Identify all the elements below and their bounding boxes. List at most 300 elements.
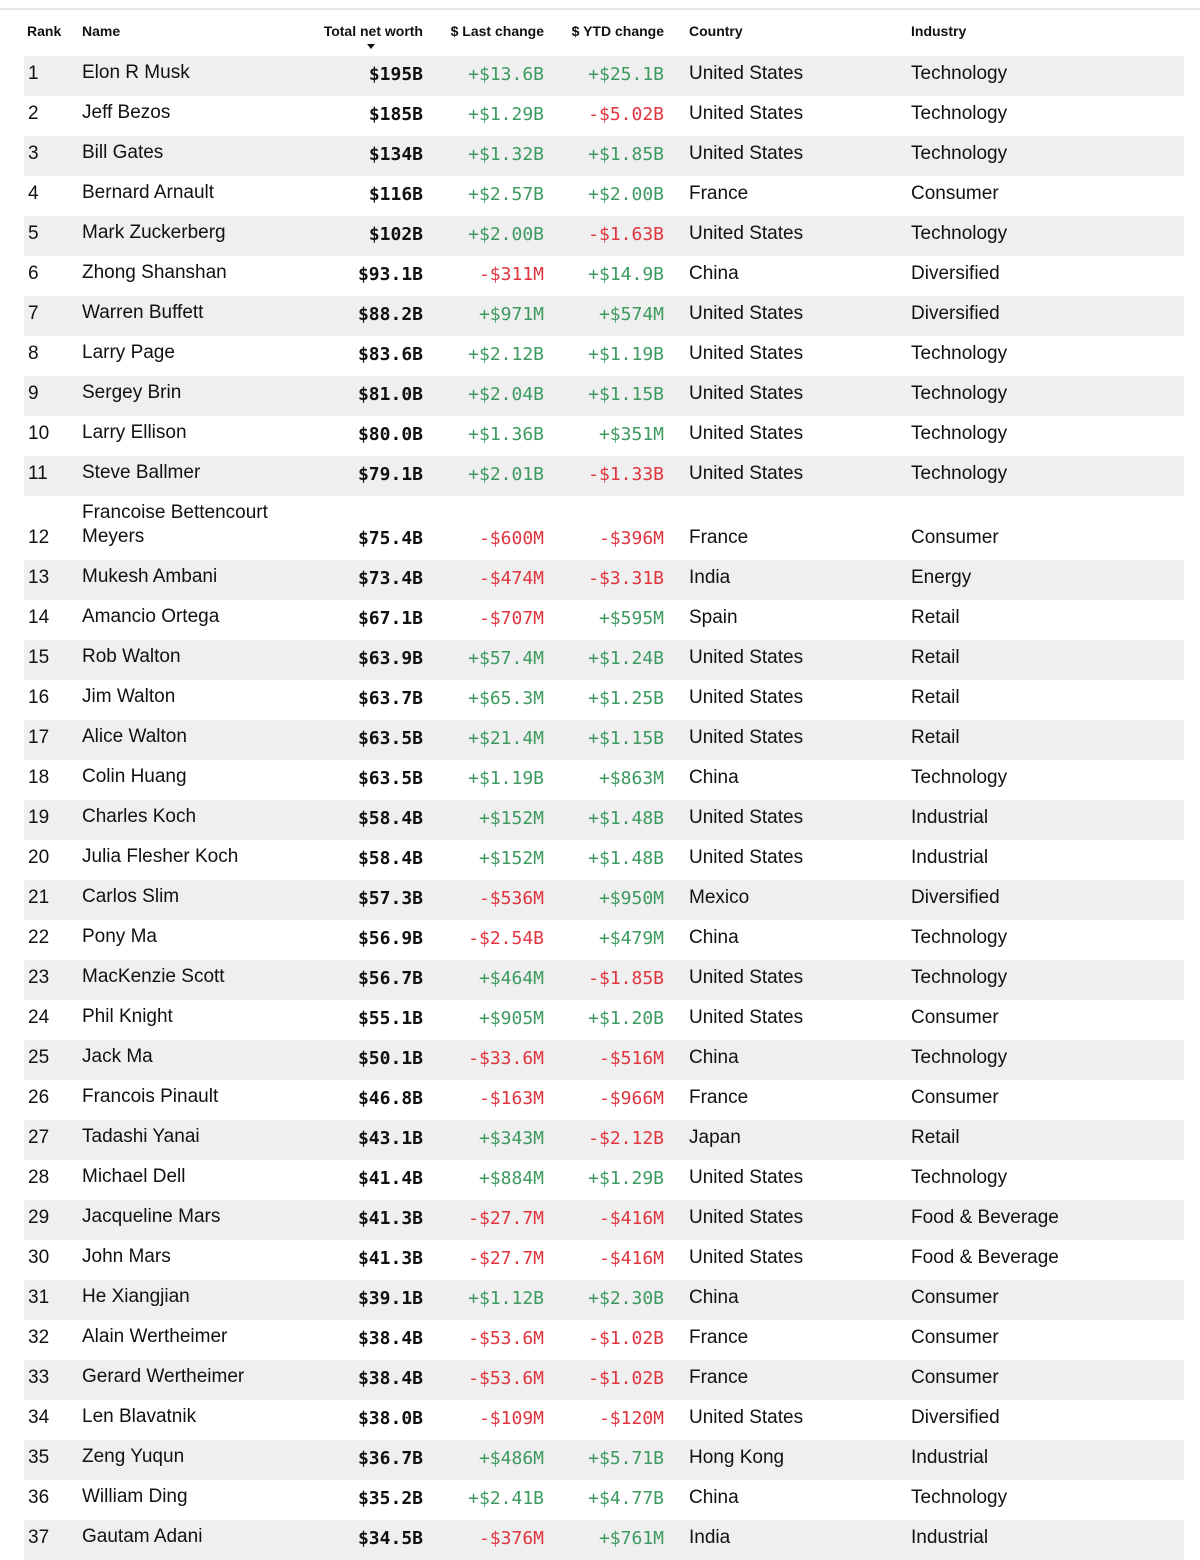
net-worth-cell: $57.3B [357,888,423,909]
ytd-change-cell: +$1.48B [588,808,664,829]
rank-cell: 11 [28,463,48,484]
table-row[interactable] [24,720,1184,760]
name-cell[interactable]: Sergey Brin [82,382,182,403]
net-worth-cell: $58.4B [357,808,423,829]
column-header-total-net-worth[interactable]: Total net worth [323,23,423,39]
net-worth-cell: $67.1B [357,608,423,629]
country-cell: United States [689,687,804,708]
rank-cell: 9 [28,383,39,404]
country-cell: United States [689,1167,804,1188]
country-cell: United States [689,463,804,484]
name-cell[interactable]: Phil Knight [82,1006,173,1027]
table-row[interactable] [24,176,1184,216]
table-row[interactable] [24,1360,1184,1400]
country-cell: France [689,1087,749,1108]
ytd-change-cell: +$761M [598,1528,664,1549]
table-row[interactable] [24,1160,1184,1200]
industry-cell: Technology [911,927,1008,948]
last-change-cell: -$33.6M [468,1048,544,1069]
rank-cell: 20 [28,847,50,868]
column-header-rank[interactable]: Rank [27,23,62,39]
name-cell[interactable]: Zeng Yuqun [82,1446,185,1467]
industry-cell: Technology [911,63,1008,84]
rank-cell: 3 [28,143,39,164]
name-cell[interactable]: Alain Wertheimer [82,1326,228,1347]
name-cell[interactable]: Colin Huang [82,766,187,787]
country-cell: United States [689,383,804,404]
ytd-change-cell: +$14.9B [588,264,664,285]
ytd-change-cell: -$2.12B [588,1128,664,1149]
ytd-change-cell: +$1.29B [588,1168,664,1189]
ytd-change-cell: -$416M [598,1248,664,1269]
sort-down-icon[interactable] [367,44,375,49]
net-worth-cell: $58.4B [357,848,423,869]
country-cell: United States [689,1007,804,1028]
country-cell: India [689,1527,731,1548]
rank-cell: 5 [28,223,39,244]
column-header-last-change[interactable]: $ Last change [450,23,544,39]
table-row[interactable] [24,1040,1184,1080]
last-change-cell: +$21.4M [468,728,544,749]
net-worth-cell: $80.0B [357,424,423,445]
ytd-change-cell: -$396M [598,528,664,549]
rank-cell: 15 [28,647,50,668]
last-change-cell: +$343M [478,1128,544,1149]
rank-cell: 35 [28,1447,50,1468]
net-worth-cell: $55.1B [357,1008,423,1029]
rank-cell: 27 [28,1127,50,1148]
last-change-cell: -$311M [478,264,544,285]
rank-cell: 4 [28,183,39,204]
net-worth-cell: $79.1B [357,464,423,485]
industry-cell: Retail [911,1127,960,1148]
ytd-change-cell: +$1.48B [588,848,664,869]
net-worth-cell: $63.5B [357,768,423,789]
country-cell: United States [689,1407,804,1428]
last-change-cell: +$2.01B [468,464,544,485]
industry-cell: Consumer [911,1367,999,1388]
table-row[interactable] [24,1120,1184,1160]
industry-cell: Technology [911,1487,1008,1508]
rank-cell: 17 [28,727,50,748]
name-cell[interactable]: Jack Ma [82,1046,153,1067]
name-cell[interactable]: Charles Koch [82,806,197,827]
name-cell[interactable]: Mark Zuckerberg [82,222,226,243]
rank-cell: 31 [28,1287,50,1308]
column-header-name[interactable]: Name [82,23,121,39]
industry-cell: Diversified [911,303,1000,324]
ytd-change-cell: -$516M [598,1048,664,1069]
table-row[interactable] [24,1240,1184,1280]
table-row[interactable] [24,496,1184,560]
last-change-cell: +$2.57B [468,184,544,205]
last-change-cell: -$600M [478,528,544,549]
table-row[interactable] [24,840,1184,880]
industry-cell: Retail [911,687,960,708]
country-cell: Mexico [689,887,750,908]
last-change-cell: +$2.00B [468,224,544,245]
industry-cell: Consumer [911,1007,999,1028]
last-change-cell: +$971M [478,304,544,325]
rank-cell: 21 [28,887,50,908]
net-worth-cell: $34.5B [357,1528,423,1549]
industry-cell: Retail [911,607,960,628]
name-cell[interactable]: Elon R Musk [82,62,190,83]
industry-cell: Technology [911,343,1008,364]
table-row[interactable] [24,1320,1184,1360]
last-change-cell: -$109M [478,1408,544,1429]
name-cell[interactable]: Carlos Slim [82,886,180,907]
ytd-change-cell: +$863M [598,768,664,789]
rank-cell: 16 [28,687,50,708]
industry-cell: Diversified [911,1407,1000,1428]
industry-cell: Technology [911,223,1008,244]
rank-cell: 23 [28,967,50,988]
rank-cell: 26 [28,1087,50,1108]
net-worth-cell: $38.4B [357,1368,423,1389]
country-cell: United States [689,303,804,324]
industry-cell: Industrial [911,1527,989,1548]
name-cell[interactable]: Francois Pinault [82,1086,219,1107]
ytd-change-cell: +$4.77B [588,1488,664,1509]
ytd-change-cell: -$416M [598,1208,664,1229]
country-cell: China [689,263,739,284]
industry-cell: Consumer [911,1287,999,1308]
last-change-cell: -$536M [478,888,544,909]
ytd-change-cell: +$2.00B [588,184,664,205]
name-cell[interactable]: Jim Walton [82,686,176,707]
net-worth-cell: $38.4B [357,1328,423,1349]
country-cell: Spain [689,607,738,628]
country-cell: United States [689,647,804,668]
name-cell[interactable]: Jacqueline Mars [82,1206,221,1227]
rank-cell: 25 [28,1047,50,1068]
net-worth-cell: $41.3B [357,1208,423,1229]
table-row[interactable] [24,456,1184,496]
country-cell: France [689,1367,749,1388]
country-cell: United States [689,727,804,748]
name-cell[interactable]: Pony Ma [82,926,157,947]
table-row[interactable] [24,1400,1184,1440]
industry-cell: Technology [911,767,1008,788]
net-worth-cell: $83.6B [357,344,423,365]
ytd-change-cell: +$2.30B [588,1288,664,1309]
table-row[interactable] [24,560,1184,600]
rank-cell: 32 [28,1327,50,1348]
net-worth-cell: $195B [368,64,423,85]
rank-cell: 14 [28,607,50,628]
industry-cell: Technology [911,463,1008,484]
industry-cell: Retail [911,647,960,668]
last-change-cell: -$474M [478,568,544,589]
table-row[interactable] [24,136,1184,176]
table-row[interactable] [24,256,1184,296]
ytd-change-cell: -$1.63B [588,224,664,245]
net-worth-cell: $43.1B [357,1128,423,1149]
last-change-cell: -$53.6M [468,1368,544,1389]
industry-cell: Consumer [911,1327,999,1348]
ytd-change-cell: +$574M [598,304,664,325]
table-row[interactable] [24,600,1184,640]
country-cell: France [689,527,749,548]
rank-cell: 6 [28,263,39,284]
industry-cell: Technology [911,383,1008,404]
country-cell: United States [689,343,804,364]
name-cell[interactable]: MacKenzie Scott [82,966,225,987]
last-change-cell: +$1.19B [468,768,544,789]
table-row[interactable] [24,1280,1184,1320]
country-cell: Japan [689,1127,741,1148]
rank-cell: 7 [28,303,39,324]
table-row[interactable] [24,920,1184,960]
country-cell: United States [689,143,804,164]
rank-cell: 1 [28,63,39,84]
ytd-change-cell: +$1.15B [588,728,664,749]
table-row[interactable] [24,376,1184,416]
last-change-cell: +$1.12B [468,1288,544,1309]
net-worth-cell: $36.7B [357,1448,423,1469]
last-change-cell: +$1.29B [468,104,544,125]
table-body [24,56,1184,1560]
table-row[interactable] [24,416,1184,456]
net-worth-cell: $102B [368,224,423,245]
column-header-country[interactable]: Country [689,23,743,39]
last-change-cell: -$163M [478,1088,544,1109]
country-cell: United States [689,1207,804,1228]
ytd-change-cell: +$1.24B [588,648,664,669]
rank-cell: 8 [28,343,39,364]
ytd-change-cell: -$1.85B [588,968,664,989]
ytd-change-cell: +$1.25B [588,688,664,709]
ytd-change-cell: -$3.31B [588,568,664,589]
rank-cell: 13 [28,567,50,588]
table-row[interactable] [24,296,1184,336]
net-worth-cell: $75.4B [357,528,423,549]
country-cell: China [689,1287,739,1308]
industry-cell: Diversified [911,887,1000,908]
industry-cell: Diversified [911,263,1000,284]
industry-cell: Technology [911,143,1008,164]
ytd-change-cell: +$25.1B [588,64,664,85]
ytd-change-cell: -$120M [598,1408,664,1429]
country-cell: United States [689,63,804,84]
country-cell: United States [689,103,804,124]
last-change-cell: +$2.41B [468,1488,544,1509]
rank-cell: 30 [28,1247,50,1268]
last-change-cell: +$884M [478,1168,544,1189]
net-worth-cell: $63.5B [357,728,423,749]
net-worth-cell: $56.7B [357,968,423,989]
ytd-change-cell: +$950M [598,888,664,909]
table-row[interactable] [24,216,1184,256]
country-cell: United States [689,223,804,244]
country-cell: United States [689,847,804,868]
ytd-change-cell: +$5.71B [588,1448,664,1469]
name-cell[interactable]: Michael Dell [82,1166,186,1187]
last-change-cell: +$905M [478,1008,544,1029]
ytd-change-cell: +$595M [598,608,664,629]
column-header-industry[interactable]: Industry [911,23,967,39]
table-row[interactable] [24,880,1184,920]
table-row[interactable] [24,1480,1184,1520]
column-header-ytd-change[interactable]: $ YTD change [571,23,664,39]
name-cell[interactable]: Bernard Arnault [82,182,215,203]
industry-cell: Consumer [911,1087,999,1108]
last-change-cell: -$707M [478,608,544,629]
industry-cell: Technology [911,967,1008,988]
country-cell: United States [689,807,804,828]
last-change-cell: +$65.3M [468,688,544,709]
last-change-cell: -$53.6M [468,1328,544,1349]
rank-cell: 24 [28,1007,50,1028]
ytd-change-cell: +$479M [598,928,664,949]
net-worth-cell: $185B [368,104,423,125]
net-worth-cell: $134B [368,144,423,165]
net-worth-cell: $41.3B [357,1248,423,1269]
country-cell: France [689,183,749,204]
ytd-change-cell: -$1.33B [588,464,664,485]
ytd-change-cell: +$1.15B [588,384,664,405]
net-worth-cell: $50.1B [357,1048,423,1069]
ytd-change-cell: +$351M [598,424,664,445]
name-cell[interactable]: Zhong Shanshan [82,262,227,283]
table-row[interactable] [24,1080,1184,1120]
name-cell[interactable]: Larry Ellison [82,422,187,443]
net-worth-cell: $35.2B [357,1488,423,1509]
last-change-cell: -$27.7M [468,1208,544,1229]
name-cell[interactable]: Warren Buffett [82,302,204,323]
name-cell[interactable]: Larry Page [82,342,175,363]
country-cell: China [689,927,739,948]
net-worth-cell: $81.0B [357,384,423,405]
table-row[interactable] [24,56,1184,96]
industry-cell: Consumer [911,527,999,548]
net-worth-cell: $39.1B [357,1288,423,1309]
net-worth-cell: $63.9B [357,648,423,669]
table-row[interactable] [24,800,1184,840]
industry-cell: Energy [911,567,972,588]
country-cell: China [689,767,739,788]
last-change-cell: -$27.7M [468,1248,544,1269]
rank-cell: 22 [28,927,50,948]
table-row[interactable] [24,336,1184,376]
name-cell[interactable]: Jeff Bezos [82,102,171,123]
industry-cell: Industrial [911,1447,989,1468]
industry-cell: Consumer [911,183,999,204]
last-change-cell: +$1.36B [468,424,544,445]
country-cell: China [689,1487,739,1508]
net-worth-cell: $88.2B [357,304,423,325]
net-worth-cell: $93.1B [357,264,423,285]
industry-cell: Industrial [911,847,989,868]
rank-cell: 29 [28,1207,50,1228]
net-worth-cell: $56.9B [357,928,423,949]
ytd-change-cell: +$1.20B [588,1008,664,1029]
country-cell: United States [689,967,804,988]
country-cell: United States [689,1247,804,1268]
name-cell[interactable]: Julia Flesher Koch [82,846,239,867]
industry-cell: Industrial [911,807,989,828]
name-cell[interactable]: He Xiangjian [82,1286,190,1307]
table-row[interactable] [24,1520,1184,1560]
rank-cell: 2 [28,103,39,124]
industry-cell: Technology [911,1167,1008,1188]
name-cell[interactable]: Amancio Ortega [82,606,220,627]
last-change-cell: +$57.4M [468,648,544,669]
last-change-cell: +$1.32B [468,144,544,165]
name-cell[interactable]: Mukesh Ambani [82,566,218,587]
net-worth-cell: $41.4B [357,1168,423,1189]
net-worth-cell: $73.4B [357,568,423,589]
last-change-cell: +$152M [478,808,544,829]
net-worth-cell: $38.0B [357,1408,423,1429]
table-row[interactable] [24,640,1184,680]
rank-cell: 28 [28,1167,50,1188]
net-worth-cell: $116B [368,184,423,205]
name-cell[interactable]: Gerard Wertheimer [82,1366,245,1387]
table-row[interactable] [24,1440,1184,1480]
rank-cell: 36 [28,1487,50,1508]
table-row[interactable] [24,760,1184,800]
industry-cell: Technology [911,1047,1008,1068]
name-cell[interactable]: Bill Gates [82,142,164,163]
last-change-cell: +$2.04B [468,384,544,405]
country-cell: China [689,1047,739,1068]
name-cell[interactable]: Tadashi Yanai [82,1126,200,1147]
name-cell[interactable]: Gautam Adani [82,1526,203,1547]
rank-cell: 34 [28,1407,50,1428]
table-row[interactable] [24,1000,1184,1040]
country-cell: France [689,1327,749,1348]
country-cell: United States [689,423,804,444]
ytd-change-cell: +$1.85B [588,144,664,165]
industry-cell: Retail [911,727,960,748]
name-cell[interactable]: Len Blavatnik [82,1406,197,1427]
table-row[interactable] [24,680,1184,720]
name-cell[interactable]: Alice Walton [82,726,187,747]
ytd-change-cell: -$1.02B [588,1368,664,1389]
industry-cell: Technology [911,423,1008,444]
industry-cell: Food & Beverage [911,1247,1059,1268]
name-cell[interactable]: Francoise Bettencourt Meyers [82,502,268,547]
industry-cell: Technology [911,103,1008,124]
table-header [24,10,1184,56]
net-worth-cell: $46.8B [357,1088,423,1109]
industry-cell: Food & Beverage [911,1207,1059,1228]
name-cell[interactable]: Steve Ballmer [82,462,201,483]
last-change-cell: -$376M [478,1528,544,1549]
last-change-cell: -$2.54B [468,928,544,949]
rank-cell: 19 [28,807,50,828]
name-cell[interactable]: Rob Walton [82,646,181,667]
country-cell: Hong Kong [689,1447,785,1468]
country-cell: India [689,567,731,588]
rank-cell: 12 [28,527,50,548]
ytd-change-cell: -$5.02B [588,104,664,125]
rank-cell: 33 [28,1367,50,1388]
table-row[interactable] [24,960,1184,1000]
last-change-cell: +$13.6B [468,64,544,85]
table-row[interactable] [24,1200,1184,1240]
ytd-change-cell: -$1.02B [588,1328,664,1349]
last-change-cell: +$2.12B [468,344,544,365]
name-cell[interactable]: William Ding [82,1486,188,1507]
ytd-change-cell: -$966M [598,1088,664,1109]
table-row[interactable] [24,96,1184,136]
name-cell[interactable]: John Mars [82,1246,171,1267]
billionaires-table [24,10,1184,1560]
last-change-cell: +$152M [478,848,544,869]
